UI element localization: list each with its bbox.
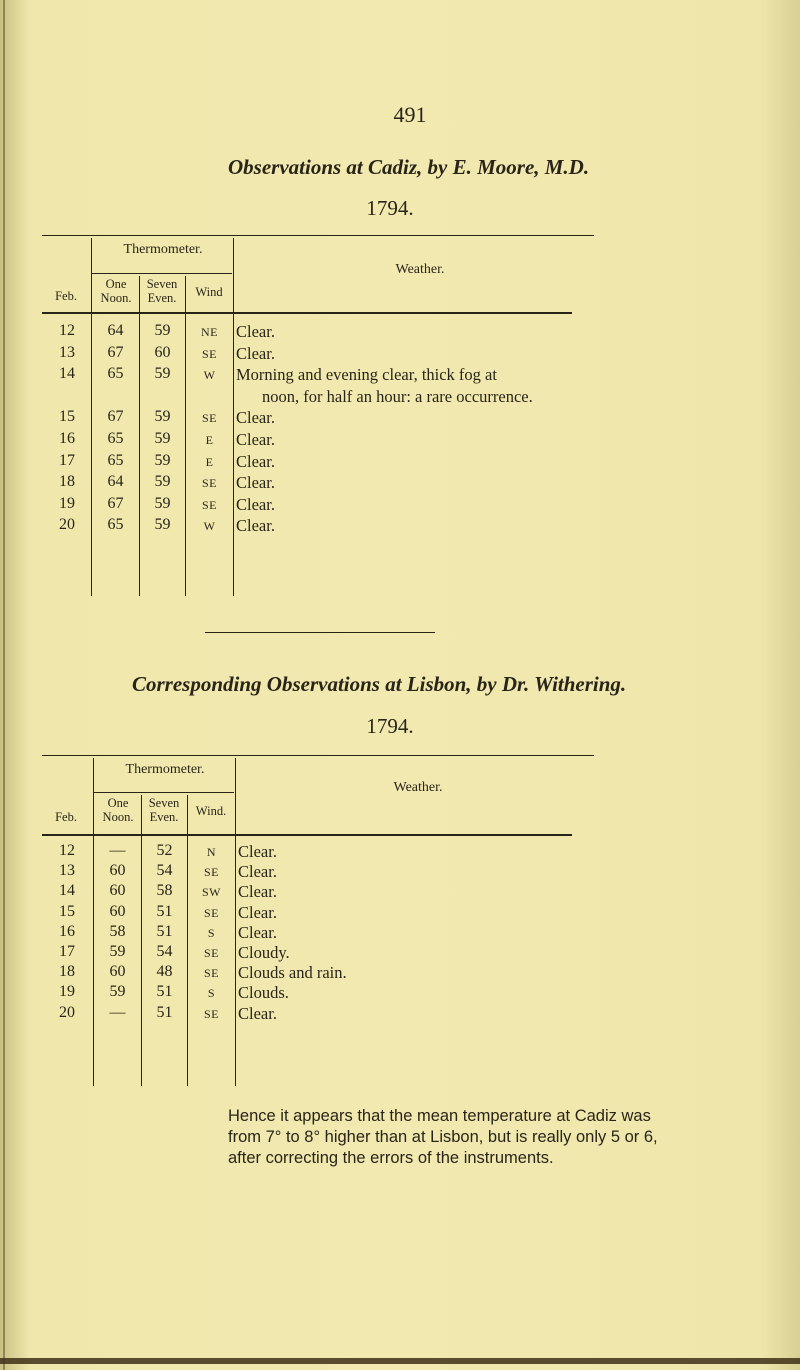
cadiz-row-20-wind: W: [203, 519, 216, 534]
lisbon-row-17-day: 17: [59, 943, 75, 960]
cadiz-row-17-noon: 65: [107, 451, 124, 469]
cadiz-row-14-weather-cont: noon, for half an hour: a rare occurrence.: [262, 386, 533, 406]
cadiz-row-15-even: 59: [154, 408, 171, 426]
cadiz-row-15-wind: SE: [201, 411, 217, 426]
lisbon-feb-header: Feb.: [55, 810, 77, 824]
lisbon-even-header-line2: Even.: [149, 810, 179, 824]
cadiz-row-20-weather: Clear.: [236, 516, 275, 536]
lisbon-noon-header: [94, 796, 142, 824]
lisbon-row-14-even: 58: [156, 882, 173, 900]
cadiz-row-13-weather: Clear.: [236, 343, 275, 363]
lisbon-row-18-noon: 60: [109, 963, 126, 981]
lisbon-title: Corresponding Observations at Lisbon, by Dr. Withering.: [132, 672, 627, 696]
page-edge-left: [3, 0, 5, 1370]
cadiz-row-15-day: 15: [59, 408, 75, 426]
lisbon-thermometer-rule: [94, 792, 234, 793]
lisbon-row-20-day: 20: [59, 1003, 75, 1021]
lisbon-row-17-noon: 59: [109, 943, 126, 960]
cadiz-row-16-weather: Clear.: [236, 430, 275, 449]
cadiz-row-17-wind: E: [205, 454, 214, 469]
lisbon-row-19-weather: Clouds.: [238, 983, 289, 1003]
lisbon-row-13-wind: SE: [203, 865, 219, 880]
cadiz-row-14-day: 14: [59, 365, 75, 383]
cadiz-row-12-weather: Clear.: [236, 322, 275, 341]
lisbon-row-15-even: 51: [156, 902, 173, 920]
lisbon-row-12-weather: Clear.: [238, 842, 277, 861]
lisbon-row-12-even: 52: [156, 842, 173, 859]
cadiz-row-12-noon: 64: [107, 322, 124, 339]
lisbon-row-18-weather: Clouds and rain.: [238, 963, 347, 983]
lisbon-row-19-wind: S: [207, 986, 216, 1001]
lisbon-row-16-wind: S: [207, 925, 216, 940]
cadiz-row-19-noon: 67: [107, 494, 124, 512]
cadiz-col-divider-4: [233, 238, 234, 596]
lisbon-row-20-weather: Clear.: [238, 1003, 277, 1023]
lisbon-row-15-weather: Clear.: [238, 902, 277, 922]
cadiz-row-17-weather: Clear.: [236, 451, 275, 471]
lisbon-even-header: [142, 796, 186, 824]
cadiz-row-13-noon: 67: [107, 343, 124, 361]
cadiz-row-13-wind: SE: [201, 346, 217, 361]
cadiz-row-13-even: 60: [154, 343, 171, 361]
lisbon-noon-header-line1: One: [107, 796, 129, 810]
cadiz-table-top-rule: [42, 235, 594, 236]
cadiz-feb-header: Feb.: [55, 289, 77, 303]
lisbon-row-15-noon: 60: [109, 902, 126, 920]
lisbon-row-17-weather: Cloudy.: [238, 943, 290, 962]
lisbon-row-16-weather: Clear.: [238, 922, 277, 942]
cadiz-row-12-wind: NE: [201, 325, 218, 339]
lisbon-row-19-noon: 59: [109, 983, 126, 1001]
cadiz-row-12-day: 12: [59, 322, 75, 339]
conclusion-line-2: from 7° to 8° higher than at Lisbon, but is really only 5 or 6,: [228, 1128, 658, 1146]
lisbon-header-rule: [42, 834, 572, 836]
cadiz-row-14-weather: Morning and evening clear, thick fog at: [236, 365, 497, 385]
lisbon-row-20-even: 51: [156, 1003, 173, 1021]
cadiz-title: Observations at Cadiz, by E. Moore, M.D.: [228, 155, 590, 179]
cadiz-row-19-day: 19: [59, 494, 75, 512]
lisbon-row-20-wind: SE: [203, 1006, 219, 1021]
lisbon-row-13-noon: 60: [109, 862, 126, 880]
lisbon-row-13-day: 13: [59, 862, 75, 880]
cadiz-row-14-wind: W: [203, 368, 216, 383]
lisbon-row-16-even: 51: [156, 922, 173, 940]
cadiz-row-12-even: 59: [154, 322, 171, 339]
lisbon-thermometer-header: Thermometer.: [125, 762, 205, 777]
lisbon-row-20-noon: —: [109, 1003, 126, 1021]
lisbon-row-16-noon: 58: [109, 922, 126, 940]
lisbon-row-15-day: 15: [59, 902, 75, 920]
cadiz-wind-header: Wind: [195, 285, 223, 299]
lisbon-row-17-even: 54: [156, 943, 173, 960]
cadiz-row-15-noon: 67: [107, 408, 124, 426]
lisbon-row-18-day: 18: [59, 963, 75, 981]
cadiz-row-18-day: 18: [59, 473, 75, 491]
conclusion-line-1: Hence it appears that the mean temperature at Cadiz was: [228, 1107, 651, 1125]
lisbon-row-12-noon: —: [109, 842, 126, 859]
cadiz-row-19-even: 59: [154, 494, 171, 512]
lisbon-wind-header: Wind.: [195, 804, 227, 818]
cadiz-row-14-even: 59: [154, 365, 171, 383]
lisbon-row-13-weather: Clear.: [238, 862, 277, 882]
lisbon-row-18-even: 48: [156, 963, 173, 981]
cadiz-noon-header: [92, 277, 140, 305]
lisbon-row-12-day: 12: [59, 842, 75, 859]
cadiz-row-19-weather: Clear.: [236, 494, 275, 514]
cadiz-row-18-wind: SE: [201, 476, 217, 491]
cadiz-header-rule: [42, 312, 572, 314]
lisbon-col-divider-4: [235, 758, 236, 1086]
cadiz-row-18-noon: 64: [107, 473, 124, 491]
cadiz-row-18-even: 59: [154, 473, 171, 491]
cadiz-even-header: [140, 277, 184, 305]
cadiz-row-17-day: 17: [59, 451, 75, 469]
lisbon-row-14-noon: 60: [109, 882, 126, 900]
lisbon-even-header-line1: Seven: [148, 796, 180, 810]
page-number: 491: [393, 102, 427, 127]
cadiz-year: 1794.: [366, 196, 414, 220]
lisbon-row-14-weather: Clear.: [238, 882, 277, 902]
cadiz-thermometer-header: Thermometer.: [123, 242, 203, 257]
lisbon-row-18-wind: SE: [203, 966, 219, 981]
page-edge-bottom: [0, 1358, 800, 1364]
conclusion-paragraph: [228, 1106, 788, 1169]
cadiz-noon-header-line1: One: [105, 277, 127, 291]
cadiz-row-14-noon: 65: [107, 365, 124, 383]
cadiz-thermometer-rule: [92, 273, 232, 274]
lisbon-table-top-rule: [42, 755, 594, 756]
cadiz-row-15-weather: Clear.: [236, 408, 275, 428]
lisbon-year: 1794.: [366, 714, 414, 738]
lisbon-row-19-even: 51: [156, 983, 173, 1001]
cadiz-noon-header-line2: Noon.: [100, 291, 132, 305]
cadiz-even-header-line2: Even.: [147, 291, 177, 305]
lisbon-row-19-day: 19: [59, 983, 75, 1001]
section-separator-rule: [205, 632, 435, 633]
cadiz-weather-header: Weather.: [395, 262, 445, 277]
cadiz-row-20-even: 59: [154, 516, 171, 534]
lisbon-row-17-wind: SE: [203, 946, 219, 960]
cadiz-row-13-day: 13: [59, 343, 75, 361]
lisbon-row-16-day: 16: [59, 922, 75, 940]
cadiz-row-16-noon: 65: [107, 430, 124, 447]
cadiz-row-17-even: 59: [154, 451, 171, 469]
lisbon-row-14-day: 14: [59, 882, 75, 900]
lisbon-noon-header-line2: Noon.: [102, 810, 134, 824]
cadiz-row-20-day: 20: [59, 516, 75, 534]
lisbon-row-15-wind: SE: [203, 905, 219, 920]
lisbon-weather-header: Weather.: [393, 780, 443, 795]
cadiz-even-header-line1: Seven: [146, 277, 178, 291]
cadiz-row-18-weather: Clear.: [236, 473, 275, 493]
cadiz-row-20-noon: 65: [107, 516, 124, 534]
conclusion-line-3: after correcting the errors of the instruments.: [228, 1149, 554, 1167]
cadiz-row-16-day: 16: [59, 430, 75, 447]
lisbon-row-14-wind: SW: [202, 885, 221, 900]
lisbon-row-13-even: 54: [156, 862, 173, 880]
lisbon-row-12-wind: N: [206, 845, 217, 859]
cadiz-row-19-wind: SE: [201, 497, 217, 512]
cadiz-row-16-even: 59: [154, 430, 171, 447]
cadiz-row-16-wind: E: [205, 433, 214, 447]
